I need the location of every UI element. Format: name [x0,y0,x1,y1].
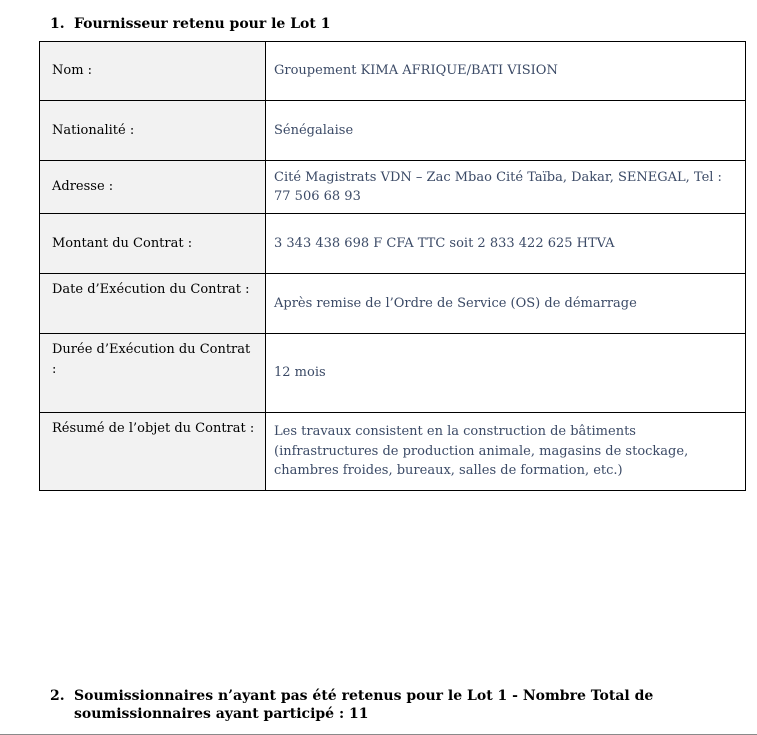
table-row [40,42,746,101]
section-2-title: Soumissionnaires n’ayant pas été retenus pour le Lot 1 - Nombre Total de soumissionnaires ayant participé : 11 [74,688,654,722]
table-row [40,161,746,214]
label-adresse: Adresse : [40,161,266,214]
label-resume-objet: Résumé de l’objet du Contrat : [40,413,266,491]
section-1-number: 1. [50,16,65,32]
value-adresse: Cité Magistrats VDN – Zac Mbao Cité Taïba, Dakar, SENEGAL, Tel : 77 506 68 93 [266,161,746,214]
table-row [40,274,746,334]
value-resume-objet: Les travaux consistent en la construction de bâtiments (infrastructures de production animale, magasins de stockage, chambres froides, bureaux, salles de formation, etc.) [266,413,746,491]
value-nom: Groupement KIMA AFRIQUE/BATI VISION [266,42,746,101]
label-montant: Montant du Contrat : [40,214,266,274]
section-1-heading [50,15,330,33]
label-nationalite: Nationalité : [40,101,266,161]
label-nom: Nom : [40,42,266,101]
section-2-number: 2. [50,688,65,704]
table-row [40,334,746,413]
table-row [40,214,746,274]
label-date-execution: Date d’Exécution du Contrat : [40,274,266,334]
table-row [40,413,746,491]
value-date-execution: Après remise de l’Ordre de Service (OS) de démarrage [266,274,746,334]
supplier-info-table [39,41,746,491]
label-duree-execution: Durée d’Exécution du Contrat : [40,334,266,413]
table-row [40,101,746,161]
value-nationalite: Sénégalaise [266,101,746,161]
section-2-heading [50,687,730,723]
section-1-title: Fournisseur retenu pour le Lot 1 [74,16,331,32]
value-duree-execution: 12 mois [266,334,746,413]
value-montant: 3 343 438 698 F CFA TTC soit 2 833 422 625 HTVA [266,214,746,274]
